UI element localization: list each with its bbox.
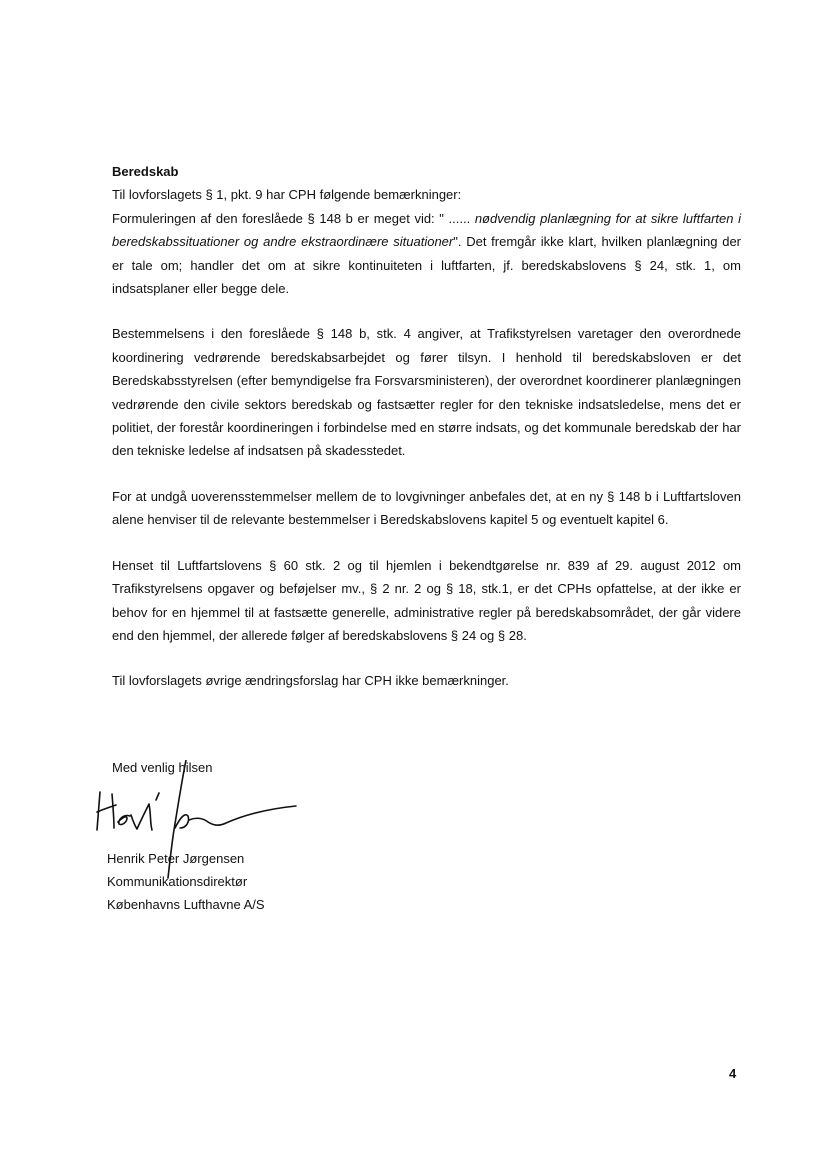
letter-body [112, 160, 741, 715]
paragraph-legal-basis: Henset til Luftfartslovens § 60 stk. 2 og til hjemlen i bekendtgørelse nr. 839 af 29. august 2012 om Trafikstyrelsens opgaver og beføjelser mv., § 2 nr. 2 og § 18, stk.1, er det CPHs opfattelse, at der ikke er behov for en hjemmel til at fastsætte generelle, administrative regler på beredskabsområdet, der går videre end den hjemmel, der allerede følger af beredskabslovens § 24 og § 28. [112, 557, 741, 643]
intro-line: Til lovforslagets § 1, pkt. 9 har CPH følgende bemærkninger: [112, 187, 462, 203]
paragraph-scope [112, 207, 741, 301]
paragraph-coordination: Bestemmelsens i den foreslåede § 148 b, stk. 4 angiver, at Trafikstyrelsen varetager den overordnede koordinering vedrørende beredskabsarbejdet og fører tilsyn. I henhold til beredskabsloven er det Beredskabsstyrelsen (efter bemyndigelse fra Forsvarsministeren), der overordnet koordinerer planlægningen vedrørende den civile sektors beredskab og fastsætter regler for den tekniske indsatsledelse, mens det er politiet, der forestår koordineringen i forbindelse med en større indsats, og det kommunale beredskab der har den tekniske ledelse af indsatsen på skadesstedet. [112, 326, 741, 459]
page-number: 4 [729, 1066, 737, 1081]
paragraph-no-remarks: Til lovforslagets øvrige ændringsforslag har CPH ikke bemærkninger. [112, 673, 509, 689]
closing-greeting: Med venlig hilsen [112, 760, 213, 775]
signer-title: Kommunikationsdirektør [107, 874, 248, 889]
section-heading: Beredskab [112, 164, 179, 179]
paragraph-scope-end: ". Det fremgår ikke klart, hvilken planlægning der er tale om; handler det om at sikre kontinuiteten i luftfarten, jf. beredskabslovens § 24, stk. 1, om indsatsplaner eller begge dele. [112, 234, 742, 297]
paragraph-recommendation: For at undgå uoverensstemmelser mellem de to lovgivninger anbefales det, at en ny § 148 b i Luftfartsloven alene henviser til de relevante bestemmelser i Beredskabslovens kapitel 5 og eventuelt kapitel 6. [112, 488, 741, 528]
signer-organization: Københavns Lufthavne A/S [107, 897, 265, 912]
signer-block [107, 847, 265, 916]
paragraph-scope-start: Formuleringen af den foreslåede § 148 b er meget vid: " ...... [112, 210, 475, 226]
signer-name: Henrik Peter Jørgensen [107, 851, 245, 866]
quoted-provision: nødvendig planlægning for at sikre luftfarten i beredskabssituationer og andre ekstraordinære situationer [112, 210, 741, 250]
